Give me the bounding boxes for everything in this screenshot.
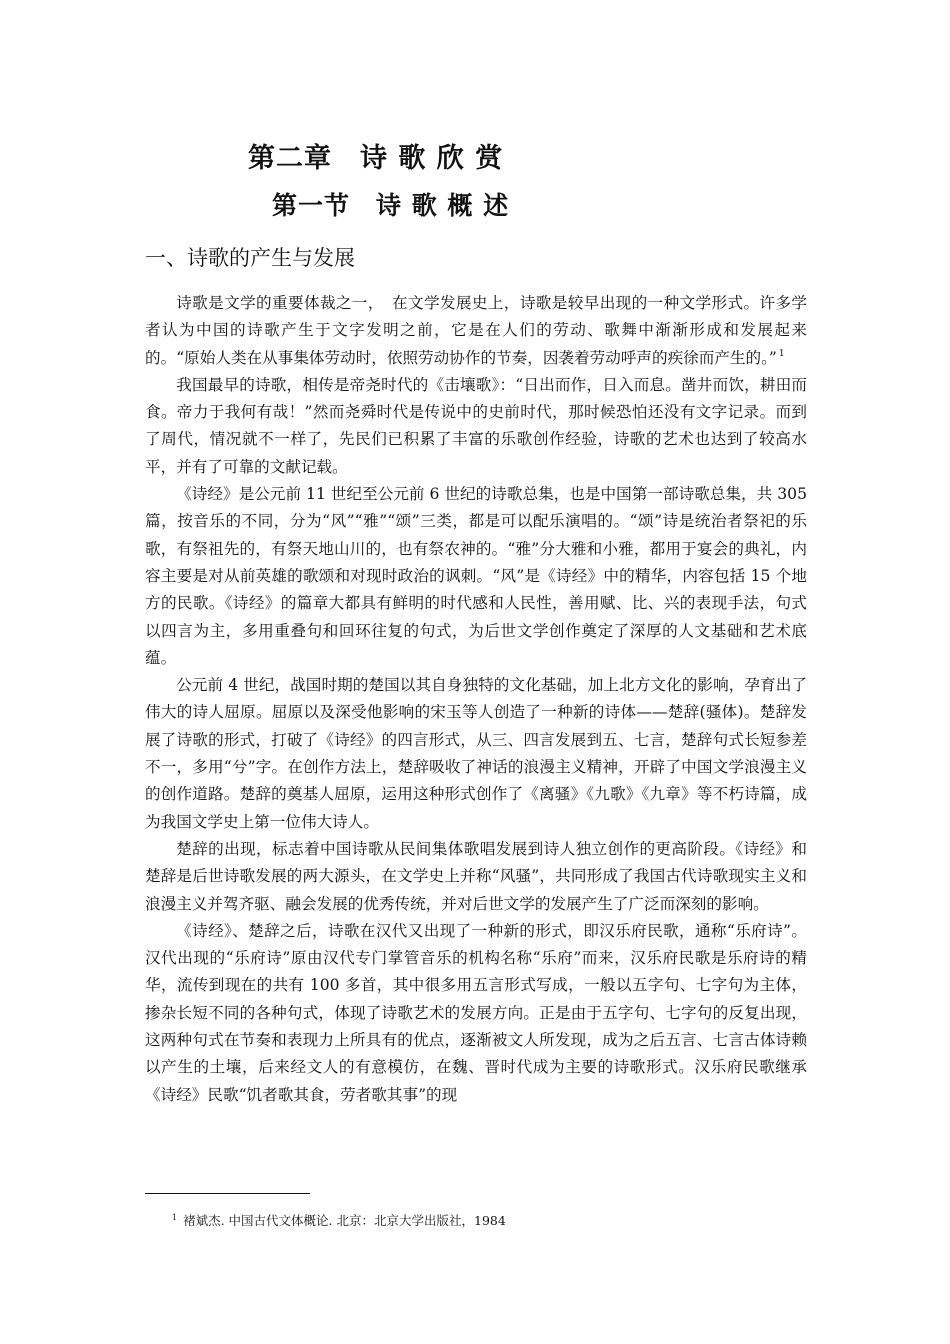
paragraph: 楚辞的出现，标志着中国诗歌从民间集体歌唱发展到诗人独立创作的更高阶段。《诗经》和楚辞是后世诗歌发展的两大源头，在文学史上并称“风骚”，共同形成了我国古代诗歌现实主义和浪漫主义并驾齐驱、融会发展的优秀传统，并对后世文学的发展产生了广泛而深刻的影响。: [145, 839, 807, 913]
footnote: [172, 1211, 506, 1229]
footnote-text: 褚斌杰. 中国古代文体概论. 北京：北京大学出版社，1984: [183, 1213, 506, 1228]
paragraph: [145, 290, 807, 372]
chapter-title: 第二章 诗 歌 欣 赏: [248, 143, 504, 174]
subheading: 一、诗歌的产生与发展: [145, 246, 355, 270]
paragraph: 我国最早的诗歌，相传是帝尧时代的《击壤歌》：“日出而作，日入而息。凿井而饮，耕田而食。帝力于我何有哉！”然而尧舜时代是传说中的史前时代，那时候恐怕还没有文字记录。而到了周代，情况就不一样了，先民们已积累了丰富的乐歌创作经验，诗歌的艺术也达到了较高水平，并有了可靠的文献记载。: [145, 375, 807, 476]
section-title: 第一节 诗 歌 概 述: [272, 191, 510, 220]
footnote-separator: [145, 1193, 310, 1194]
footnote-reference[interactable]: 1: [778, 349, 785, 360]
body-text: [145, 290, 807, 1109]
paragraph: 《诗经》、楚辞之后，诗歌在汉代又出现了一种新的形式，即汉乐府民歌，通称“乐府诗”。汉代出现的“乐府诗”原由汉代专门掌管音乐的机构名称“乐府”而来，汉乐府民歌是乐府诗的精华，流传到现在的共有 100 多首，其中很多用五言形式写成，一般以五字句、七字句为主体，掺杂长短不同的各种句式，体现了诗歌艺术的发展方向。正是由于五字句、七字句的反复出现，这两种句式在节奏和表现力上所具有的优点，逐渐被文人所发现，成为之后五言、七言古体诗赖以产生的土壤，后来经文人的有意模仿，在魏、晋时代成为主要的诗歌形式。汉乐府民歌继承《诗经》民歌“饥者歌其食，劳者歌其事”的现: [145, 921, 807, 1104]
paragraph: 公元前 4 世纪，战国时期的楚国以其自身独特的文化基础，加上北方文化的影响，孕育出了伟大的诗人屈原。屈原以及深受他影响的宋玉等人创造了一种新的诗体——楚辞(骚体)。楚辞发展了诗歌的形式，打破了《诗经》的四言形式，从三、四言发展到五、七言，楚辞句式长短参差不一，多用“兮”字。在创作方法上，楚辞吸收了神话的浪漫主义精神，开辟了中国文学浪漫主义的创作道路。楚辞的奠基人屈原，运用这种形式创作了《离骚》《九歌》《九章》等不朽诗篇，成为我国文学史上第一位伟大诗人。: [145, 676, 807, 831]
paragraph: 《诗经》是公元前 11 世纪至公元前 6 世纪的诗歌总集，也是中国第一部诗歌总集，共 305 篇，按音乐的不同，分为“风”“雅”“颂”三类，都是可以配乐演唱的。“颂”诗是统治者祭祀的乐歌，有祭祖先的，有祭天地山川的，也有祭农神的。“雅”分大雅和小雅，都用于宴会的典礼，内容主要是对从前英雄的歌颂和对现时政治的讽刺。“风”是《诗经》中的精华，内容包括 15 个地方的民歌。《诗经》的篇章大都具有鲜明的时代感和人民性，善用赋、比、兴的表现手法，句式以四言为主，多用重叠句和回环往复的句式，为后世文学创作奠定了深厚的人文基础和艺术底蕴。: [145, 485, 807, 667]
paragraph-text: 诗歌是文学的重要体裁之一， 在文学发展史上，诗歌是较早出现的一种文学形式。许多学者认为中国的诗歌产生于文字发明之前，它是在人们的劳动、歌舞中渐渐形成和发展起来的。“原始人类在从事集体劳动时，依照劳动协作的节奏，因袭着劳动呼声的疾徐而产生的。”: [145, 294, 807, 367]
footnote-marker: 1: [172, 1212, 178, 1222]
